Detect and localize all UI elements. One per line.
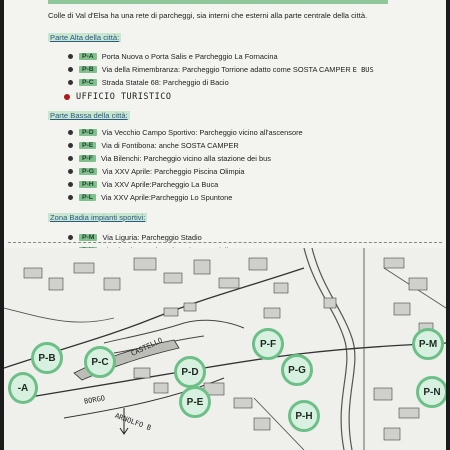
parking-description: Via della Rimembranza: Parcheggio Torrione adatto come SOSTA CAMPER [101, 65, 351, 74]
parking-pin-c[interactable]: P-C [84, 346, 116, 378]
bullet-icon [68, 195, 73, 200]
parking-code-badge: P-F [79, 155, 96, 162]
parking-pin-f[interactable]: P-F [252, 328, 284, 360]
town-map [4, 248, 446, 450]
parking-pin-a[interactable]: -A [8, 372, 38, 404]
parking-description: Via di Fontibona: anche SOSTA CAMPER [101, 141, 239, 150]
bullet-icon [68, 67, 73, 72]
list-item [68, 193, 232, 202]
red-dot-icon [64, 94, 70, 100]
castello-label: CASTELLO [129, 336, 164, 358]
list-item [68, 180, 218, 189]
parking-code-badge: P-H [79, 181, 97, 188]
parking-code-badge: P-G [79, 168, 97, 175]
section-heading-alta: Parte Alta della città: [50, 33, 120, 42]
top-accent-bar [48, 0, 388, 4]
section-heading-bassa: Parte Bassa della città: [50, 111, 128, 120]
parking-pin-g[interactable]: P-G [281, 354, 313, 386]
bullet-icon [68, 54, 73, 59]
parking-code-badge: P-M [79, 234, 97, 241]
borgo-label: BORGO [83, 394, 106, 406]
parking-description: Porta Nuova o Porta Salis e Parcheggio La Fornacina [101, 52, 278, 61]
section-heading-badia: Zona Badia impianti sportivi: [50, 213, 146, 222]
handwritten-office-note: UFFICIO TURISTICO [64, 92, 172, 102]
parking-description: Via XXV Aprile:Parcheggio Lo Spuntone [100, 193, 233, 202]
bullet-icon [68, 235, 73, 240]
parking-code-badge: P-D [79, 129, 97, 136]
list-item [68, 65, 374, 74]
parking-pin-m[interactable]: P-M [412, 328, 444, 360]
parking-code-badge: P-L [79, 194, 96, 201]
bullet-icon [68, 80, 73, 85]
parking-description: Via XXV Aprile: Parcheggio Piscina Olimpia [102, 167, 245, 176]
parking-code-badge: P-B [79, 66, 97, 73]
parking-pin-d[interactable]: P-D [174, 356, 206, 388]
document-sheet [4, 0, 446, 450]
bullet-icon [68, 182, 73, 187]
list-item [68, 141, 239, 150]
list-item [68, 52, 278, 61]
parking-pin-h[interactable]: P-H [288, 400, 320, 432]
list-item [68, 154, 271, 163]
parking-description: Strada Statale 68: Parcheggio di Bacio [101, 78, 229, 87]
bullet-icon [68, 156, 73, 161]
list-item [68, 167, 245, 176]
handwritten-note: E BUS [352, 65, 374, 74]
intro-text: Colle di Val d'Elsa ha una rete di parcheggi, sia interni che esterni alla parte centrale della città. [48, 11, 368, 20]
parking-code-badge: P-E [79, 142, 96, 149]
parking-description: Via XXV Aprile:Parcheggio La Buca [101, 180, 219, 189]
bullet-icon [68, 169, 73, 174]
bullet-icon [68, 130, 73, 135]
parking-pin-n[interactable]: P-N [416, 376, 446, 408]
list-item [68, 78, 229, 87]
bullet-icon [68, 143, 73, 148]
arnolfo-label: ARNOLFO B [113, 411, 153, 433]
cut-line-divider [8, 242, 442, 243]
parking-code-badge: P-A [79, 53, 97, 60]
list-item [68, 233, 202, 242]
parking-pin-b[interactable]: P-B [31, 342, 63, 374]
parking-code-badge: P-C [79, 79, 97, 86]
street-map-drawing [4, 248, 446, 450]
list-item [68, 128, 303, 137]
parking-description: Via Liguria: Parcheggio Stadio [102, 233, 202, 242]
parking-description: Via Vecchio Campo Sportivo: Parcheggio vicino all'ascensore [101, 128, 303, 137]
parking-pin-e[interactable]: P-E [179, 386, 211, 418]
parking-description: Via Bilenchi: Parcheggio vicino alla stazione dei bus [100, 154, 271, 163]
